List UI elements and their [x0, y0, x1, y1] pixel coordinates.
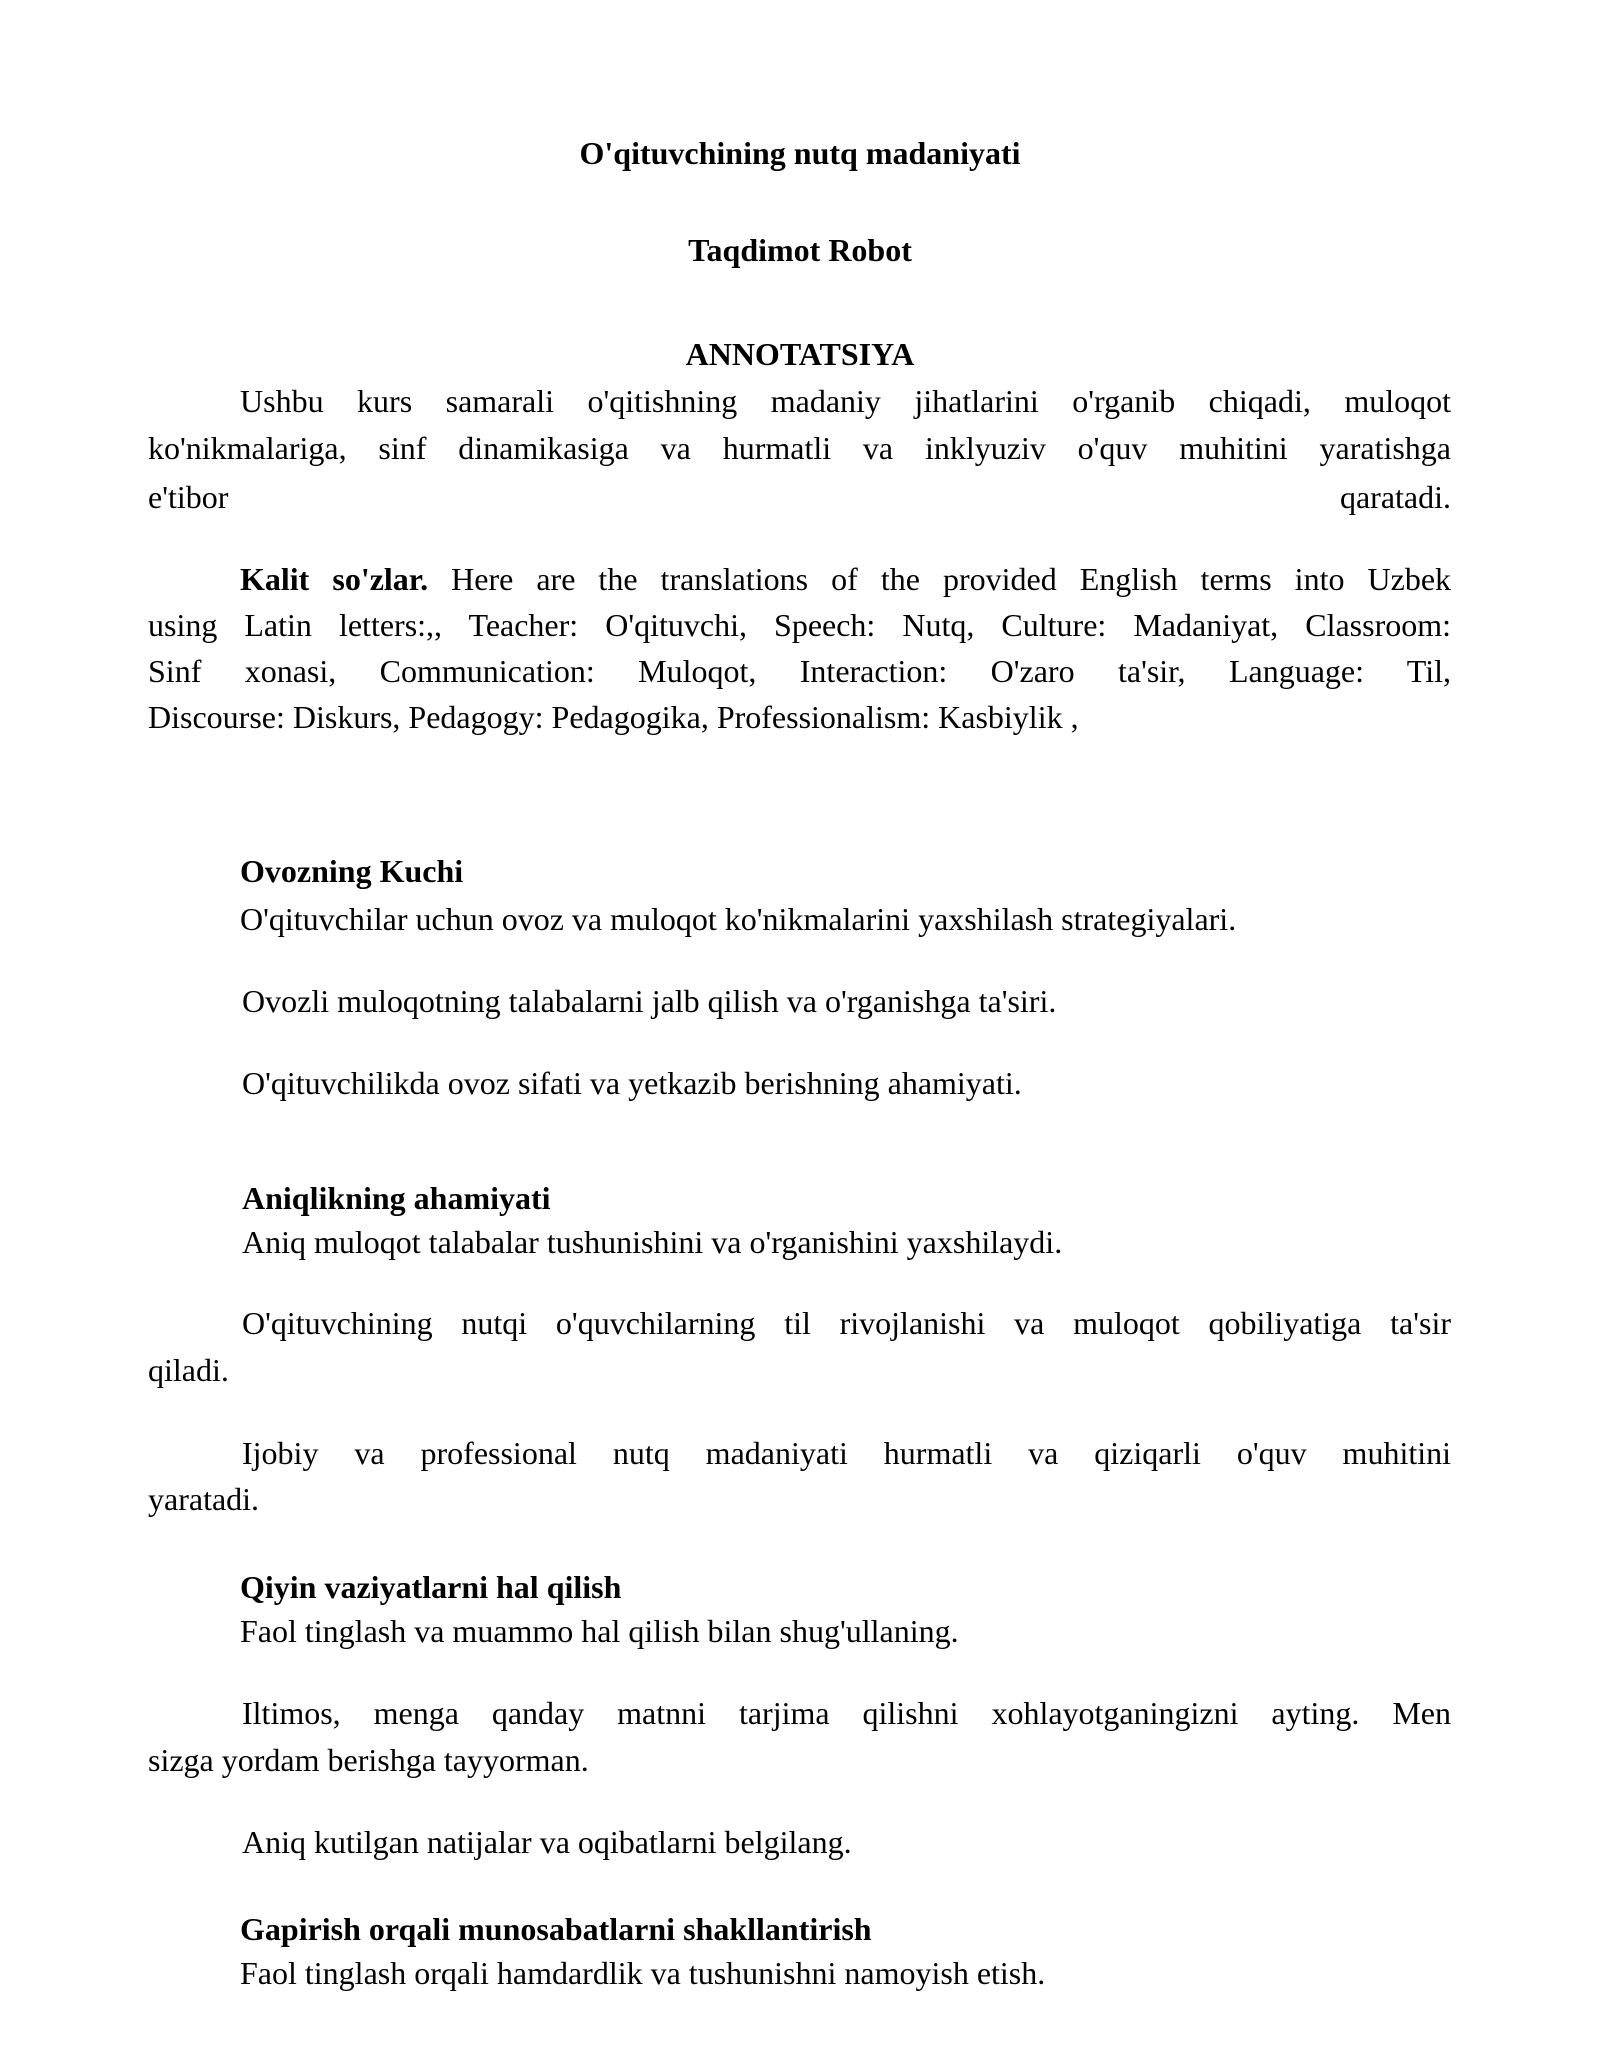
section2-paragraph-3-line-1: Ijobiy va professional nutq madaniyati hurmatli va qiziqarli o'quv muhitini [242, 1435, 1451, 1471]
section1-paragraph-3: O'qituvchilikda ovoz sifati va yetkazib berishning ahamiyati. [242, 1065, 1022, 1101]
keywords-line-2: using Latin letters:,, Teacher: O'qituvchi, Speech: Nutq, Culture: Madaniyat, Classroom: [148, 607, 1451, 643]
section-heading-ovozning-kuchi: Ovozning Kuchi [240, 853, 464, 889]
abstract-line-3-left: e'tibor [148, 479, 229, 515]
section3-paragraph-2-line-1: Iltimos, menga qanday matnni tarjima qilishni xohlayotganingizni ayting. Men [242, 1695, 1451, 1731]
section-heading-gapirish-orqali: Gapirish orqali munosabatlarni shakllantirish [240, 1911, 872, 1947]
keywords-label: Kalit so'zlar. [240, 561, 429, 597]
document-title: O'qituvchining nutq madaniyati [579, 135, 1021, 171]
keywords-line-1-text: Here are the translations of the provided English terms into Uzbek [451, 561, 1451, 597]
document-author: Taqdimot Robot [688, 232, 912, 268]
keywords-line-4: Discourse: Diskurs, Pedagogy: Pedagogika, Professionalism: Kasbiylik , [148, 699, 1079, 735]
section2-paragraph-1: Aniq muloqot talabalar tushunishini va o'rganishini yaxshilaydi. [242, 1224, 1063, 1260]
section3-paragraph-2-line-2: sizga yordam berishga tayyorman. [148, 1742, 589, 1778]
section2-paragraph-2-line-2: qiladi. [148, 1352, 229, 1388]
section2-paragraph-2-line-1: O'qituvchining nutqi o'quvchilarning til rivojlanishi va muloqot qobiliyatiga ta'sir [242, 1305, 1451, 1341]
section3-paragraph-3: Aniq kutilgan natijalar va oqibatlarni belgilang. [242, 1824, 852, 1860]
abstract-line-1: Ushbu kurs samarali o'qitishning madaniy jihatlarini o'rganib chiqadi, muloqot [240, 383, 1451, 419]
section-heading-qiyin-vaziyatlar: Qiyin vaziyatlarni hal qilish [240, 1569, 622, 1605]
keywords-line-3: Sinf xonasi, Communication: Muloqot, Interaction: O'zaro ta'sir, Language: Til, [148, 653, 1451, 689]
keywords-line-1 [240, 556, 1451, 602]
section-heading-aniqlikning-ahamiyati: Aniqlikning ahamiyati [242, 1180, 551, 1216]
abstract-line-2: ko'nikmalariga, sinf dinamikasiga va hurmatli va inklyuziv o'quv muhitini yaratishga [148, 430, 1451, 466]
section1-paragraph-2: Ovozli muloqotning talabalarni jalb qilish va o'rganishga ta'siri. [242, 983, 1057, 1019]
section4-paragraph-1: Faol tinglash orqali hamdardlik va tushunishni namoyish etish. [240, 1955, 1046, 1991]
section2-paragraph-3-line-2: yaratadi. [148, 1481, 260, 1517]
section1-paragraph-1: O'qituvchilar uchun ovoz va muloqot ko'nikmalarini yaxshilash strategiyalari. [240, 901, 1237, 937]
section3-paragraph-1: Faol tinglash va muammo hal qilish bilan shug'ullaning. [240, 1613, 959, 1649]
abstract-line-3-right: qaratadi. [1339, 479, 1451, 515]
abstract-heading: ANNOTATSIYA [685, 336, 915, 372]
